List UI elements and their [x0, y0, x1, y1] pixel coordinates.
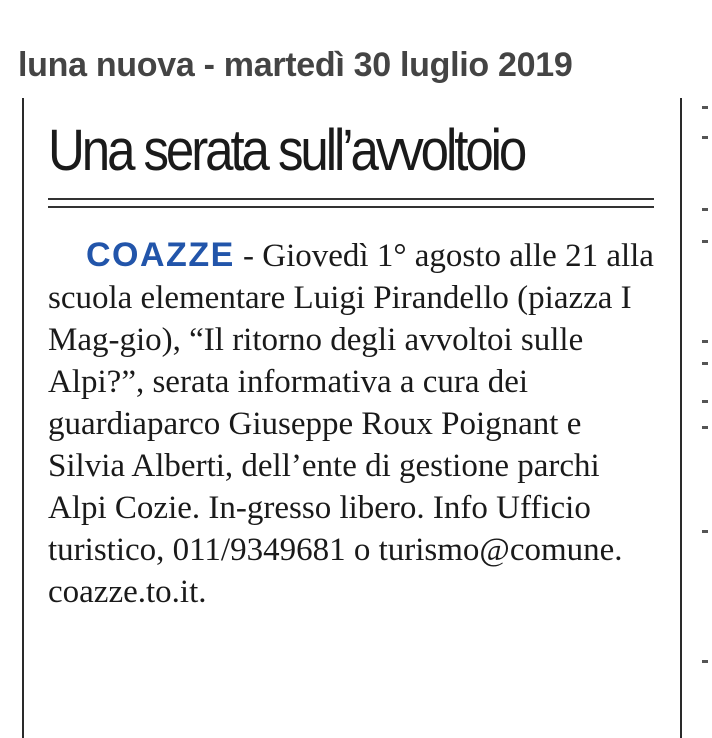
adjacent-column-fragment	[700, 100, 712, 736]
article-body	[48, 234, 658, 613]
article-dateline: COAZZE	[86, 236, 235, 274]
column-rule-right	[680, 98, 682, 738]
article-headline: Una serata sull’avvoltoio	[48, 118, 525, 183]
headline-rule-top	[48, 198, 654, 200]
headline-rule-bottom	[48, 206, 654, 208]
column-rule-left	[22, 98, 24, 738]
article-text: - Giovedì 1° agosto alle 21 alla scuola elementare Luigi Pirandello (piazza I Mag-gio), “Il ritorno degli avvoltoi sulle Alpi?”, serata informativa a cura dei guardiaparco Giuseppe Roux Poignant e Silvia Alberti, dell’ente di gestione parchi Alpi Cozie. In-gresso libero. Info Ufficio turistico, 011/9349681 o turismo@comune. coazze.to.it.	[48, 238, 654, 610]
masthead: luna nuova - martedì 30 luglio 2019	[18, 46, 573, 84]
